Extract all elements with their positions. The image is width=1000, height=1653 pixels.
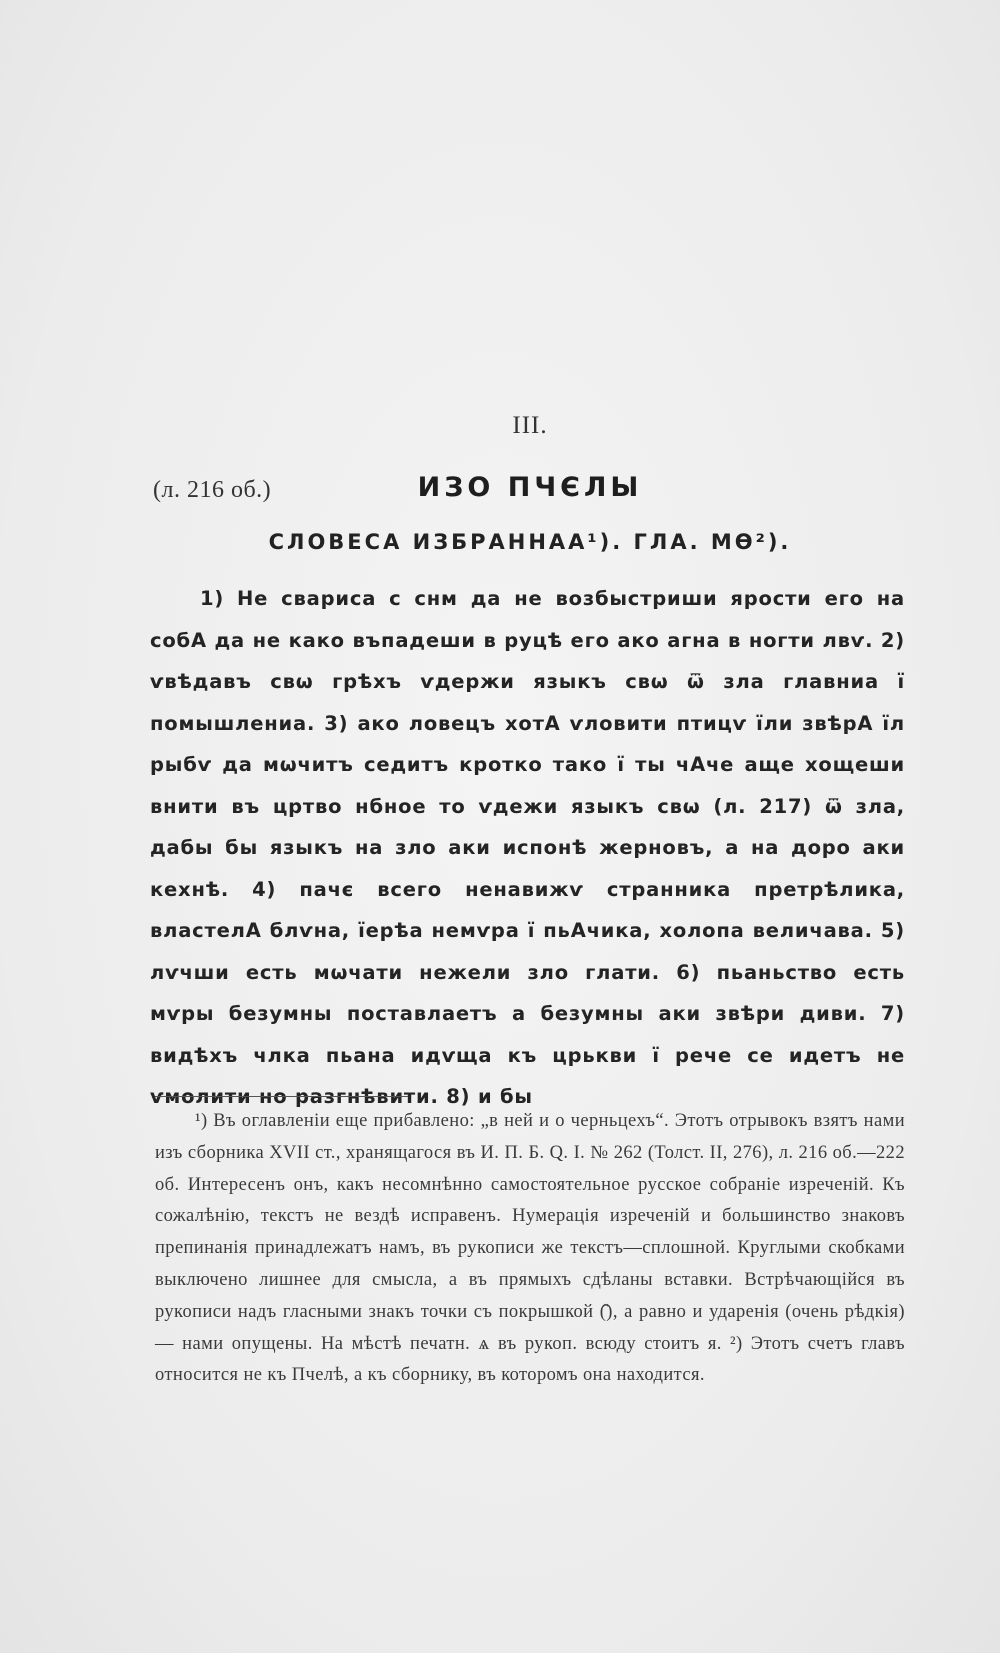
leaf-reference: (л. 216 об.) [153, 477, 272, 503]
old-slavonic-body-text: 1) Не свариса с снм да не возбыстриши ярости его на собА да не како въпадеши в руцѣ его ако агна в ногти лвѵ. 2) ѵвѣдавъ свѡ грѣхъ ѵдержи языкъ свѡ ѿ зла главниа ї помышлениа. 3) ако ловецъ хотА ѵловити птицѵ їли звѣрА їл рыбѵ да мѡчитъ седитъ кротко тако ї ты чАче аще хощеши внити въ цртво нбное то ѵдежи языкъ свѡ (л. 217) ѿ зла, дабы бы языкъ на зло аки испонѣ жерновъ, а на доро аки кехнѣ. 4) пачє всего ненавижѵ странника претрѣлика, властелА блѵна, їерѣа немѵра ї пьАчика, холопа величава. 5) лѵчши есть мѡчати нежели зло глати. 6) пьаньство есть мѵры безумны поставлаетъ а безумны аки звѣри диви. 7) видѣхъ члка пьана идѵща къ црькви ї рече се идетъ не ѵмолити но разгнѣвити. 8) и бы [150, 587, 905, 1108]
chapter-title: ИЗО ПЧЄЛЫ [417, 472, 643, 503]
footnote: ¹) Въ оглавленіи еще прибавлено: „в ней и о черньцехъ“. Этотъ отрывокъ взятъ нами изъ сборника XVII ст., хранящагося въ И. П. Б. Q. I. № 262 (Толст. II, 276), л. 216 об.—222 об. Интересенъ онъ, какъ несомнѣнно самостоятельное русское собраніе изреченій. Къ сожалѣнію, текстъ не вездѣ исправенъ. Нумерація изреченій и большинство знаковъ препинанія принадлежатъ намъ, въ рукописи же текстъ—сплошной. Круглыми скобками выключено лишнее для смысла, а въ прямыхъ сдѣланы вставки. Встрѣчающійся въ рукописи надъ гласными знакъ точки съ покрышкой (̑), а равно и ударенія (очень рѣдкія)— нами опущены. На мѣстѣ печатн. ѧ въ рукоп. всюду стоитъ я. ²) Этотъ счетъ главъ относится не къ Пчелѣ, а къ сборнику, въ которомъ она находится. [155, 1111, 905, 1386]
section-number: III. [512, 412, 548, 439]
chapter-subtitle: СЛОВЕСА ИЗБРАННАА¹). ГЛА. МѲ²). [268, 530, 792, 554]
footnotes [155, 1106, 905, 1392]
footnote-separator [155, 1096, 408, 1097]
